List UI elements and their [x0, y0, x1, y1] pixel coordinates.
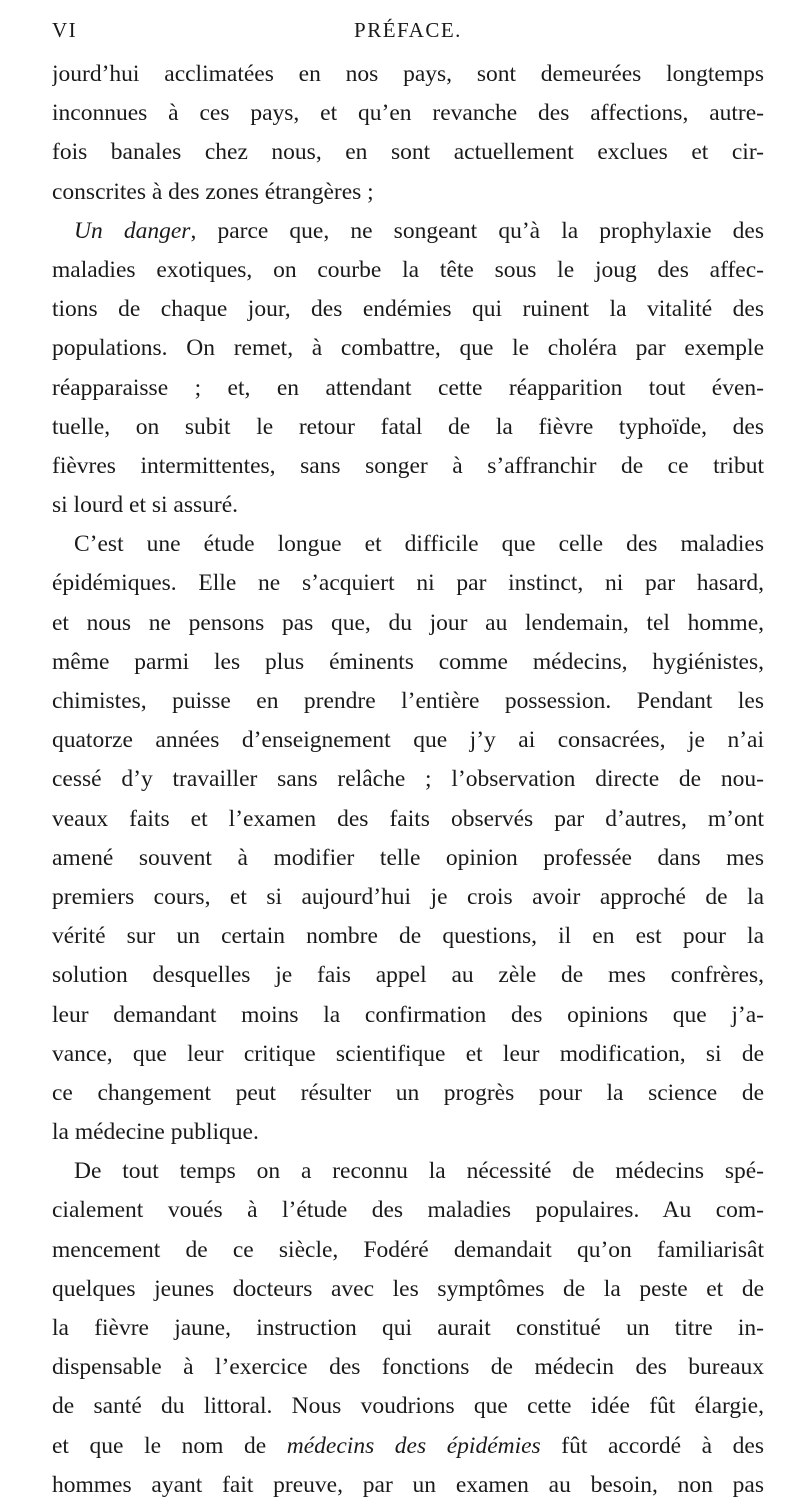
- text-line: [52, 1348, 764, 1387]
- italic-phrase: Un danger: [74, 217, 191, 244]
- text-segment: solution desquelles je fais appel au zèle de mes confrères,: [52, 962, 764, 989]
- text-segment: épidémiques. Elle ne s’acquiert ni par instinct, ni par hasard,: [52, 570, 764, 597]
- text-segment: vérité sur un certain nombre de questions, il en est pour la: [52, 923, 764, 950]
- text-segment: maladies exotiques, on courbe la tête sous le joug des affec-: [52, 256, 764, 283]
- text-segment: de santé du littoral. Nous voudrions que cette idée fût élargie,: [52, 1393, 764, 1420]
- text-segment: réapparaisse ; et, en attendant cette réapparition tout éven-: [52, 374, 764, 401]
- text-segment: tions de chaque jour, des endémies qui ruinent la vitalité des: [52, 296, 764, 323]
- text-line: [52, 173, 764, 212]
- text-segment: fièvres intermittentes, sans songer à s’affranchir de ce tribut: [52, 452, 764, 479]
- page-number: VI: [52, 18, 78, 42]
- text-segment: fois banales chez nous, en sont actuellement exclues et cir-: [52, 139, 764, 166]
- text-segment: dispensable à l’exercice des fonctions de médecin des bureaux: [52, 1354, 764, 1381]
- text-line: [52, 917, 764, 956]
- text-line: [52, 94, 764, 133]
- text-line: [52, 369, 764, 408]
- text-line: [52, 721, 764, 760]
- text-line: [52, 643, 764, 682]
- text-segment: et nous ne pensons pas que, du jour au lendemain, tel homme,: [52, 609, 764, 636]
- text-segment: même parmi les plus éminents comme médecins, hygiénistes,: [52, 648, 764, 675]
- text-segment: cessé d’y travailler sans relâche ; l’observation directe de nou-: [52, 766, 764, 793]
- text-line: [52, 956, 764, 995]
- text-segment: inconnues à ces pays, et qu’en revanche des affections, autre-: [52, 100, 764, 127]
- text-line: [52, 486, 764, 525]
- text-line: [52, 1074, 764, 1113]
- text-segment: veaux faits et l’examen des faits observés par d’autres, m’ont: [52, 805, 764, 832]
- text-line: [52, 212, 764, 251]
- text-line: [52, 1113, 764, 1152]
- text-line: [52, 604, 764, 643]
- text-segment: mencement de ce siècle, Fodéré demandait qu’on familiarisât: [52, 1236, 764, 1263]
- text-segment: premiers cours, et si aujourd’hui je crois avoir approché de la: [52, 883, 764, 910]
- text-line: [52, 1387, 764, 1426]
- text-segment: la fièvre jaune, instruction qui aurait constitué un titre in-: [52, 1315, 764, 1341]
- text-segment: fût accordé à des: [540, 1432, 764, 1459]
- text-line: [52, 1231, 764, 1270]
- text-line: [52, 251, 764, 290]
- text-line: [52, 1270, 764, 1309]
- text-segment: , parce que, ne songeant qu’à la prophylaxie des: [190, 217, 764, 244]
- text-segment: et que le nom de: [52, 1432, 287, 1459]
- text-segment: vance, que leur critique scientifique et leur modification, si de: [52, 1040, 764, 1067]
- text-segment: tuelle, on subit le retour fatal de la fièvre typhoïde, des: [52, 413, 764, 440]
- text-line: [52, 1427, 764, 1466]
- text-line: [52, 996, 764, 1035]
- text-segment: C’est une étude longue et difficile que celle des maladies: [74, 531, 764, 558]
- text-segment: conscrites à des zones étrangères ;: [52, 178, 374, 205]
- text-segment: amené souvent à modifier telle opinion professée dans mes: [52, 844, 764, 871]
- text-line: [52, 525, 764, 564]
- text-line: [52, 878, 764, 917]
- text-line: [52, 1035, 764, 1074]
- text-line: [52, 1466, 764, 1505]
- text-segment: la médecine publique.: [52, 1119, 259, 1146]
- text-segment: leur demandant moins la confirmation des opinions que j’a-: [52, 1001, 764, 1028]
- body-text: [52, 55, 764, 1505]
- text-segment: chimistes, puisse en prendre l’entière possession. Pendant les: [52, 688, 764, 714]
- text-segment: si lourd et si assuré.: [52, 492, 239, 519]
- text-line: [52, 564, 764, 603]
- text-line: [52, 682, 764, 721]
- text-line: [52, 1191, 764, 1230]
- text-segment: hommes ayant fait preuve, par un examen au besoin, non pas: [52, 1471, 764, 1498]
- text-line: [52, 1152, 764, 1191]
- text-line: [52, 447, 764, 486]
- text-segment: De tout temps on a reconnu la nécessité de médecins spé-: [74, 1158, 764, 1185]
- page-header: [52, 18, 764, 48]
- text-line: [52, 329, 764, 368]
- text-segment: cialement voués à l’étude des maladies populaires. Au com-: [52, 1197, 764, 1224]
- italic-phrase: médecins des épidémies: [286, 1432, 541, 1459]
- text-line: [52, 760, 764, 799]
- text-segment: populations. On remet, à combattre, que le choléra par exemple: [52, 335, 764, 362]
- text-segment: jourd’hui acclimatées en nos pays, sont demeurées longtemps: [52, 61, 764, 87]
- text-line: [52, 408, 764, 447]
- text-line: [52, 839, 764, 878]
- text-line: [52, 800, 764, 839]
- text-line: [52, 133, 764, 172]
- text-line: [52, 1309, 764, 1348]
- text-segment: quelques jeunes docteurs avec les symptômes de la peste et de: [52, 1275, 764, 1302]
- text-line: [52, 290, 764, 329]
- text-segment: quatorze années d’enseignement que j’y ai consacrées, je n’ai: [52, 727, 764, 754]
- text-segment: ce changement peut résulter un progrès pour la science de: [52, 1079, 764, 1106]
- text-line: [52, 55, 764, 94]
- running-title: PRÉFACE.: [354, 18, 462, 42]
